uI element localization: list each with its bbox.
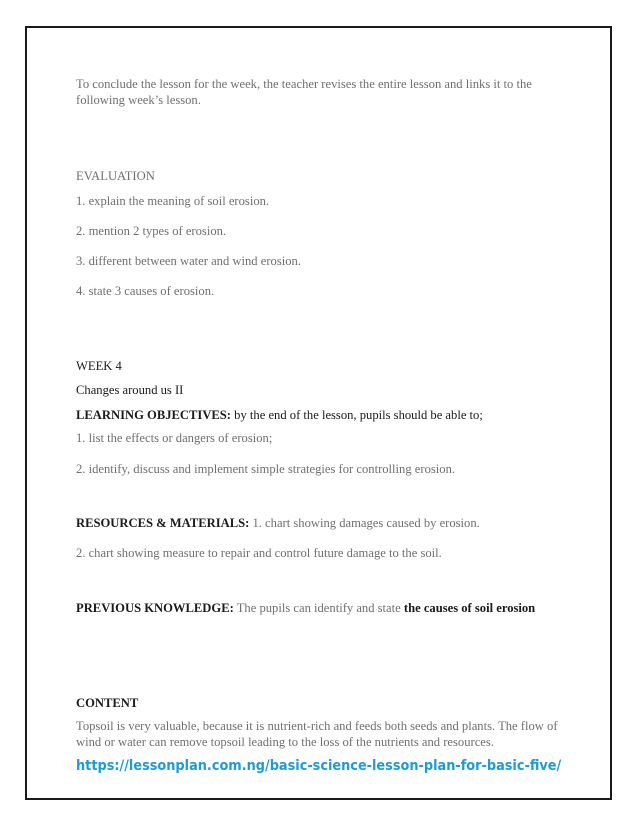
conclusion-line-2: following week’s lesson. [76,93,201,107]
resources-item-2: 2. chart showing measure to repair and control future damage to the soil. [76,546,442,560]
evaluation-heading: EVALUATION [76,169,155,183]
conclusion-line-1: To conclude the lesson for the week, the teacher revises the entire lesson and links it to the [76,77,532,91]
content-heading: CONTENT [76,696,139,710]
objectives-line [76,407,483,423]
content-line-2: wind or water can remove topsoil leading to the loss of the nutrients and resources. [76,735,494,749]
evaluation-item-1: 1. explain the meaning of soil erosion. [76,194,270,208]
evaluation-item-2: 2. mention 2 types of erosion. [76,224,227,238]
resources-label: RESOURCES & MATERIALS: [76,516,250,530]
objective-item-2: 2. identify, discuss and implement simple strategies for controlling erosion. [76,462,456,476]
week-topic: Changes around us II [76,383,184,397]
footer-url-link[interactable]: https://lessonplan.com.ng/basic-science-lesson-plan-for-basic-five/ [76,758,562,774]
resources-item-1: 1. chart showing damages caused by erosion. [249,516,480,530]
previous-knowledge-text: The pupils can identify and state [233,601,404,615]
content-line-1: Topsoil is very valuable, because it is nutrient-rich and feeds both seeds and plants. The flow of [76,719,558,733]
evaluation-item-4: 4. state 3 causes of erosion. [76,284,215,298]
objectives-label: LEARNING OBJECTIVES: [76,408,232,422]
objective-item-1: 1. list the effects or dangers of erosion; [76,431,273,445]
resources-line [76,515,480,531]
objectives-intro: by the end of the lesson, pupils should be able to; [231,408,483,422]
evaluation-item-3: 3. different between water and wind erosion. [76,254,301,268]
previous-knowledge-emphasis: the causes of soil erosion [403,601,536,615]
previous-knowledge-label: PREVIOUS KNOWLEDGE: [76,601,234,615]
previous-knowledge-line [76,600,535,616]
week-label: WEEK 4 [76,359,122,373]
